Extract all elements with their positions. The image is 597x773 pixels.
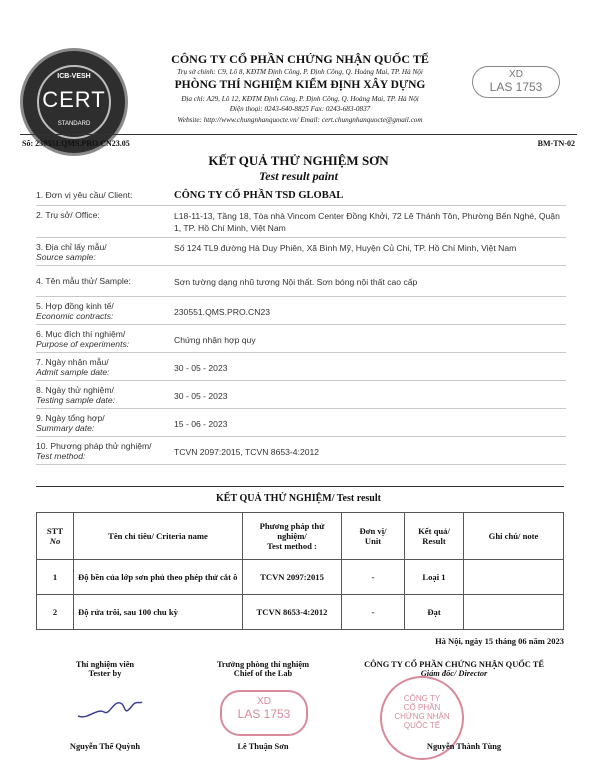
- info-row-purpose: [36, 325, 566, 353]
- info-label: 7. Ngày nhận mẫu/ Admit sample date:: [36, 357, 110, 377]
- hq-address: Trụ sở chính: C9, Lô 8, KĐTM Định Công, P. Định Công, Q. Hoàng Mai, TP. Hà Nội: [177, 68, 423, 76]
- info-row-client: [36, 186, 566, 206]
- table-row: [37, 560, 564, 595]
- results-table: [36, 512, 564, 630]
- info-value: L18-11-13, Tầng 18, Tòa nhà Vincom Center Đồng Khởi, 72 Lê Thánh Tôn, Phường Bến Nghé, Quận 1, TP. Hồ Chí Minh, Việt Nam: [174, 211, 560, 233]
- cell-criteria: Độ bền của lớp sơn phủ theo phép thử cắt ô: [74, 560, 243, 595]
- lab-name: PHÒNG THÍ NGHIỆM KIỂM ĐỊNH XÂY DỰNG: [174, 79, 426, 91]
- cell-no: 2: [37, 595, 74, 630]
- chief-block: [198, 660, 328, 678]
- cell-unit: -: [342, 595, 405, 630]
- col-note: Ghi chú/ note: [464, 513, 564, 560]
- info-value: Số 124 TL9 đường Hà Duy Phiên, Xã Bình Mỹ, Huyện Củ Chi, TP. Hồ Chí Minh, Việt Nam: [174, 243, 517, 253]
- las-badge-bottom: LAS 1753: [489, 80, 543, 94]
- info-label: 9. Ngày tổng hợp/ Summary date:: [36, 413, 105, 433]
- results-divider: [36, 486, 564, 487]
- info-value: 230551.QMS.PRO.CN23: [174, 307, 271, 317]
- cell-criteria: Độ rửa trôi, sau 100 chu kỳ: [74, 595, 243, 630]
- chief-stamp-bottom: LAS 1753: [237, 707, 291, 721]
- results-header-row: [37, 513, 564, 560]
- col-criteria: Tên chỉ tiêu/ Criteria name: [74, 513, 243, 560]
- cell-note: [464, 595, 564, 630]
- company-stamp-line1: CÔNG TY: [403, 694, 441, 703]
- info-value: 15 - 06 - 2023: [174, 419, 228, 429]
- director-name: Nguyễn Thành Tùng: [426, 742, 502, 751]
- col-result: Kết quả/ Result: [405, 513, 464, 560]
- tester-title: Thí nghiệm viên: [75, 660, 135, 669]
- info-value: 30 - 05 - 2023: [174, 391, 228, 401]
- chief-name: Lê Thuận Sơn: [237, 742, 289, 751]
- col-no: STT No: [37, 513, 74, 560]
- cell-note: [464, 560, 564, 595]
- info-value: 30 - 05 - 2023: [174, 363, 228, 373]
- director-company: CÔNG TY CỔ PHẦN CHỨNG NHẬN QUỐC TẾ: [364, 660, 544, 669]
- director-title: Giám đốc/ Director: [420, 669, 488, 678]
- lab-website: Website: http://www.chungnhanquocte.vn/ Email: cert.chungnhanquocte@gmail.com: [177, 116, 423, 124]
- info-row-contract: [36, 297, 566, 325]
- info-label: 10. Phương pháp thử nghiệm/ Test method:: [36, 441, 152, 461]
- chief-stamp-top: XD: [257, 696, 271, 707]
- logo-main-text: CERT: [42, 87, 106, 112]
- info-label: 3. Địa chỉ lấy mẫu/ Source sample:: [36, 242, 107, 262]
- results-heading: KẾT QUẢ THỬ NGHIỆM/ Test result: [216, 493, 381, 504]
- cell-method: TCVN 8653-4:2012: [243, 595, 342, 630]
- info-section: [36, 186, 566, 465]
- logo-bottom-text: STANDARD: [57, 121, 91, 127]
- chief-stamp: [220, 690, 308, 736]
- issue-date: Hà Nội, ngày 15 tháng 06 năm 2023: [435, 636, 564, 646]
- info-row-office: [36, 206, 566, 238]
- cell-result: Loại 1: [405, 560, 464, 595]
- table-row: [37, 595, 564, 630]
- company-stamp-line4: QUỐC TẾ: [403, 721, 441, 730]
- info-value: Chứng nhận hợp quy: [174, 335, 256, 345]
- document-number: Số: 230551.QMS.PRO.CN23.05: [22, 139, 130, 148]
- info-row-admit-date: [36, 353, 566, 381]
- info-label: 4. Tên mẫu thử/ Sample:: [36, 276, 131, 286]
- info-label: 8. Ngày thử nghiệm/ Testing sample date:: [36, 385, 115, 405]
- info-label: 2. Trụ sở/ Office:: [36, 210, 100, 220]
- info-label: 6. Mục đích thí nghiệm/ Purpose of experiments:: [36, 329, 130, 349]
- tester-name: Nguyễn Thế Quỳnh: [69, 742, 141, 751]
- chief-title: Trưởng phòng thí nghiệm: [216, 660, 310, 669]
- company-stamp-line3: CHỨNG NHẬN: [394, 712, 450, 721]
- document-title: KẾT QUẢ THỬ NGHIỆM SƠN: [208, 153, 389, 168]
- cell-no: 1: [37, 560, 74, 595]
- director-block: [344, 660, 564, 678]
- form-code: BM-TN-02: [537, 139, 575, 148]
- las-badge-top: XD: [509, 69, 523, 80]
- lab-address: Địa chỉ: A29, Lô 12, KĐTM Định Công, P. Định Công, Q. Hoàng Mai, TP. Hà Nội: [181, 95, 419, 103]
- info-value: Sơn tường dạng nhũ tương Nội thất. Sơn bóng nội thất cao cấp: [174, 277, 418, 287]
- tester-title-en: Tester by: [88, 669, 122, 678]
- info-row-source: [36, 238, 566, 266]
- tester-block: [50, 660, 160, 678]
- info-row-sample: [36, 266, 566, 297]
- info-value: TCVN 2097:2015, TCVN 8653-4:2012: [174, 447, 320, 457]
- cell-unit: -: [342, 560, 405, 595]
- info-row-method: [36, 437, 566, 465]
- info-label: 5. Hợp đồng kinh tế/ Economic contracts:: [36, 301, 114, 321]
- info-value: CÔNG TY CỔ PHẦN TSD GLOBAL: [174, 190, 344, 201]
- col-unit: Đơn vị/ Unit: [342, 513, 405, 560]
- chief-title-en: Chief of the Lab: [233, 669, 293, 678]
- col-method: Phương pháp thử nghiệm/ Test method :: [243, 513, 342, 560]
- header-divider: [20, 134, 577, 135]
- info-row-testing-date: [36, 381, 566, 409]
- info-row-summary-date: [36, 409, 566, 437]
- tester-signature: [74, 690, 144, 726]
- las-badge: [472, 66, 560, 98]
- cell-method: TCVN 2097:2015: [243, 560, 342, 595]
- company-stamp-line2: CỔ PHẦN: [403, 703, 441, 712]
- logo-top-text: ICB-VESH: [57, 73, 91, 80]
- cell-result: Đạt: [405, 595, 464, 630]
- document-subtitle: Test result paint: [259, 169, 338, 183]
- lab-phone: Điện thoại: 0243-640-8825 Fax: 0243-683-0837: [229, 105, 371, 113]
- company-name: CÔNG TY CỔ PHẦN CHỨNG NHẬN QUỐC TẾ: [171, 52, 429, 66]
- info-label: 1. Đơn vị yêu cầu/ Client:: [36, 190, 133, 200]
